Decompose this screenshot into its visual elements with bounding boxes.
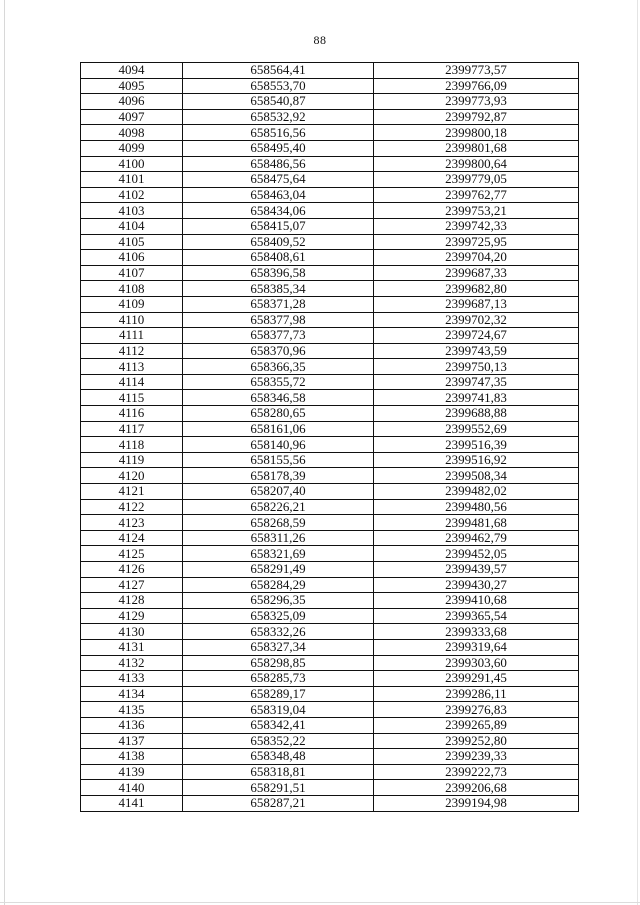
table-row: [81, 468, 579, 484]
y-coordinate-cell: 2399741,83: [374, 390, 579, 406]
table-row: [81, 172, 579, 188]
table-row: [81, 94, 579, 110]
point-number-cell: 4132: [81, 655, 183, 671]
y-coordinate-cell: 2399687,33: [374, 265, 579, 281]
table-row: [81, 374, 579, 390]
y-coordinate-cell: 2399773,57: [374, 63, 579, 79]
y-coordinate-cell: 2399286,11: [374, 686, 579, 702]
point-number-cell: 4136: [81, 717, 183, 733]
y-coordinate-cell: 2399516,39: [374, 437, 579, 453]
table-row: [81, 764, 579, 780]
x-coordinate-cell: 658346,58: [183, 390, 374, 406]
table-row: [81, 515, 579, 531]
point-number-cell: 4128: [81, 593, 183, 609]
table-row: [81, 593, 579, 609]
x-coordinate-cell: 658140,96: [183, 437, 374, 453]
point-number-cell: 4139: [81, 764, 183, 780]
table-row: [81, 359, 579, 375]
table-row: [81, 281, 579, 297]
point-number-cell: 4096: [81, 94, 183, 110]
y-coordinate-cell: 2399800,64: [374, 156, 579, 172]
y-coordinate-cell: 2399747,35: [374, 374, 579, 390]
y-coordinate-cell: 2399743,59: [374, 343, 579, 359]
x-coordinate-cell: 658475,64: [183, 172, 374, 188]
x-coordinate-cell: 658408,61: [183, 250, 374, 266]
table-row: [81, 437, 579, 453]
y-coordinate-cell: 2399779,05: [374, 172, 579, 188]
y-coordinate-cell: 2399508,34: [374, 468, 579, 484]
point-number-cell: 4114: [81, 374, 183, 390]
x-coordinate-cell: 658540,87: [183, 94, 374, 110]
y-coordinate-cell: 2399725,95: [374, 234, 579, 250]
point-number-cell: 4140: [81, 780, 183, 796]
point-number-cell: 4138: [81, 749, 183, 765]
y-coordinate-cell: 2399482,02: [374, 484, 579, 500]
y-coordinate-cell: 2399206,68: [374, 780, 579, 796]
x-coordinate-cell: 658178,39: [183, 468, 374, 484]
y-coordinate-cell: 2399750,13: [374, 359, 579, 375]
x-coordinate-cell: 658285,73: [183, 671, 374, 687]
x-coordinate-cell: 658298,85: [183, 655, 374, 671]
y-coordinate-cell: 2399762,77: [374, 187, 579, 203]
point-number-cell: 4131: [81, 639, 183, 655]
table-row: [81, 577, 579, 593]
table-row: [81, 406, 579, 422]
y-coordinate-cell: 2399333,68: [374, 624, 579, 640]
table-row: [81, 530, 579, 546]
page-edge-right: [637, 0, 638, 905]
coordinates-table: [80, 62, 579, 812]
y-coordinate-cell: 2399222,73: [374, 764, 579, 780]
x-coordinate-cell: 658532,92: [183, 109, 374, 125]
y-coordinate-cell: 2399462,79: [374, 530, 579, 546]
x-coordinate-cell: 658280,65: [183, 406, 374, 422]
point-number-cell: 4099: [81, 140, 183, 156]
x-coordinate-cell: 658377,73: [183, 328, 374, 344]
x-coordinate-cell: 658371,28: [183, 296, 374, 312]
point-number-cell: 4101: [81, 172, 183, 188]
point-number-cell: 4110: [81, 312, 183, 328]
y-coordinate-cell: 2399801,68: [374, 140, 579, 156]
table-row: [81, 156, 579, 172]
x-coordinate-cell: 658516,56: [183, 125, 374, 141]
y-coordinate-cell: 2399480,56: [374, 499, 579, 515]
x-coordinate-cell: 658318,81: [183, 764, 374, 780]
point-number-cell: 4141: [81, 795, 183, 811]
x-coordinate-cell: 658291,49: [183, 562, 374, 578]
point-number-cell: 4100: [81, 156, 183, 172]
point-number-cell: 4111: [81, 328, 183, 344]
y-coordinate-cell: 2399291,45: [374, 671, 579, 687]
x-coordinate-cell: 658348,48: [183, 749, 374, 765]
page-number: 88: [313, 33, 327, 47]
y-coordinate-cell: 2399800,18: [374, 125, 579, 141]
point-number-cell: 4105: [81, 234, 183, 250]
point-number-cell: 4094: [81, 63, 183, 79]
table-row: [81, 109, 579, 125]
table-row: [81, 795, 579, 811]
table-row: [81, 780, 579, 796]
x-coordinate-cell: 658370,96: [183, 343, 374, 359]
y-coordinate-cell: 2399252,80: [374, 733, 579, 749]
point-number-cell: 4117: [81, 421, 183, 437]
page-edge-left: [4, 0, 5, 905]
table-row: [81, 702, 579, 718]
x-coordinate-cell: 658366,35: [183, 359, 374, 375]
point-number-cell: 4104: [81, 218, 183, 234]
y-coordinate-cell: 2399682,80: [374, 281, 579, 297]
y-coordinate-cell: 2399265,89: [374, 717, 579, 733]
table-row: [81, 484, 579, 500]
point-number-cell: 4119: [81, 452, 183, 468]
point-number-cell: 4095: [81, 78, 183, 94]
point-number-cell: 4133: [81, 671, 183, 687]
point-number-cell: 4107: [81, 265, 183, 281]
table-row: [81, 717, 579, 733]
y-coordinate-cell: 2399724,67: [374, 328, 579, 344]
point-number-cell: 4116: [81, 406, 183, 422]
y-coordinate-cell: 2399410,68: [374, 593, 579, 609]
point-number-cell: 4118: [81, 437, 183, 453]
point-number-cell: 4123: [81, 515, 183, 531]
y-coordinate-cell: 2399516,92: [374, 452, 579, 468]
table-row: [81, 203, 579, 219]
y-coordinate-cell: 2399194,98: [374, 795, 579, 811]
point-number-cell: 4124: [81, 530, 183, 546]
x-coordinate-cell: 658327,34: [183, 639, 374, 655]
x-coordinate-cell: 658325,09: [183, 608, 374, 624]
x-coordinate-cell: 658352,22: [183, 733, 374, 749]
table-row: [81, 499, 579, 515]
table-row: [81, 312, 579, 328]
point-number-cell: 4115: [81, 390, 183, 406]
table-row: [81, 639, 579, 655]
x-coordinate-cell: 658226,21: [183, 499, 374, 515]
y-coordinate-cell: 2399319,64: [374, 639, 579, 655]
x-coordinate-cell: 658321,69: [183, 546, 374, 562]
table-row: [81, 655, 579, 671]
point-number-cell: 4137: [81, 733, 183, 749]
point-number-cell: 4097: [81, 109, 183, 125]
x-coordinate-cell: 658287,21: [183, 795, 374, 811]
point-number-cell: 4106: [81, 250, 183, 266]
y-coordinate-cell: 2399704,20: [374, 250, 579, 266]
point-number-cell: 4108: [81, 281, 183, 297]
point-number-cell: 4098: [81, 125, 183, 141]
x-coordinate-cell: 658553,70: [183, 78, 374, 94]
y-coordinate-cell: 2399439,57: [374, 562, 579, 578]
y-coordinate-cell: 2399365,54: [374, 608, 579, 624]
table-row: [81, 125, 579, 141]
table-row: [81, 421, 579, 437]
x-coordinate-cell: 658355,72: [183, 374, 374, 390]
point-number-cell: 4102: [81, 187, 183, 203]
x-coordinate-cell: 658463,04: [183, 187, 374, 203]
y-coordinate-cell: 2399773,93: [374, 94, 579, 110]
y-coordinate-cell: 2399766,09: [374, 78, 579, 94]
point-number-cell: 4121: [81, 484, 183, 500]
point-number-cell: 4103: [81, 203, 183, 219]
page-edge-bottom: [0, 902, 640, 903]
point-number-cell: 4120: [81, 468, 183, 484]
table-row: [81, 140, 579, 156]
y-coordinate-cell: 2399792,87: [374, 109, 579, 125]
x-coordinate-cell: 658486,56: [183, 156, 374, 172]
table-row: [81, 63, 579, 79]
y-coordinate-cell: 2399742,33: [374, 218, 579, 234]
point-number-cell: 4112: [81, 343, 183, 359]
table-row: [81, 78, 579, 94]
point-number-cell: 4129: [81, 608, 183, 624]
point-number-cell: 4135: [81, 702, 183, 718]
x-coordinate-cell: 658332,26: [183, 624, 374, 640]
x-coordinate-cell: 658415,07: [183, 218, 374, 234]
x-coordinate-cell: 658409,52: [183, 234, 374, 250]
x-coordinate-cell: 658342,41: [183, 717, 374, 733]
y-coordinate-cell: 2399481,68: [374, 515, 579, 531]
table-row: [81, 686, 579, 702]
table-row: [81, 218, 579, 234]
table-row: [81, 265, 579, 281]
point-number-cell: 4109: [81, 296, 183, 312]
table-row: [81, 343, 579, 359]
x-coordinate-cell: 658396,58: [183, 265, 374, 281]
point-number-cell: 4130: [81, 624, 183, 640]
y-coordinate-cell: 2399239,33: [374, 749, 579, 765]
table-row: [81, 296, 579, 312]
table-row: [81, 328, 579, 344]
table-row: [81, 733, 579, 749]
x-coordinate-cell: 658291,51: [183, 780, 374, 796]
table-row: [81, 250, 579, 266]
x-coordinate-cell: 658268,59: [183, 515, 374, 531]
y-coordinate-cell: 2399452,05: [374, 546, 579, 562]
y-coordinate-cell: 2399552,69: [374, 421, 579, 437]
x-coordinate-cell: 658385,34: [183, 281, 374, 297]
table-row: [81, 234, 579, 250]
y-coordinate-cell: 2399687,13: [374, 296, 579, 312]
point-number-cell: 4127: [81, 577, 183, 593]
y-coordinate-cell: 2399430,27: [374, 577, 579, 593]
point-number-cell: 4113: [81, 359, 183, 375]
x-coordinate-cell: 658564,41: [183, 63, 374, 79]
x-coordinate-cell: 658377,98: [183, 312, 374, 328]
x-coordinate-cell: 658289,17: [183, 686, 374, 702]
x-coordinate-cell: 658284,29: [183, 577, 374, 593]
x-coordinate-cell: 658495,40: [183, 140, 374, 156]
x-coordinate-cell: 658155,56: [183, 452, 374, 468]
table-row: [81, 452, 579, 468]
table-row: [81, 187, 579, 203]
table-row: [81, 624, 579, 640]
y-coordinate-cell: 2399702,32: [374, 312, 579, 328]
point-number-cell: 4125: [81, 546, 183, 562]
x-coordinate-cell: 658311,26: [183, 530, 374, 546]
table-row: [81, 390, 579, 406]
x-coordinate-cell: 658207,40: [183, 484, 374, 500]
table-row: [81, 562, 579, 578]
y-coordinate-cell: 2399688,88: [374, 406, 579, 422]
table-row: [81, 749, 579, 765]
x-coordinate-cell: 658434,06: [183, 203, 374, 219]
y-coordinate-cell: 2399753,21: [374, 203, 579, 219]
coordinates-table-body: [81, 63, 579, 812]
table-row: [81, 546, 579, 562]
table-row: [81, 671, 579, 687]
y-coordinate-cell: 2399276,83: [374, 702, 579, 718]
y-coordinate-cell: 2399303,60: [374, 655, 579, 671]
point-number-cell: 4126: [81, 562, 183, 578]
x-coordinate-cell: 658319,04: [183, 702, 374, 718]
x-coordinate-cell: 658296,35: [183, 593, 374, 609]
x-coordinate-cell: 658161,06: [183, 421, 374, 437]
table-row: [81, 608, 579, 624]
point-number-cell: 4134: [81, 686, 183, 702]
point-number-cell: 4122: [81, 499, 183, 515]
